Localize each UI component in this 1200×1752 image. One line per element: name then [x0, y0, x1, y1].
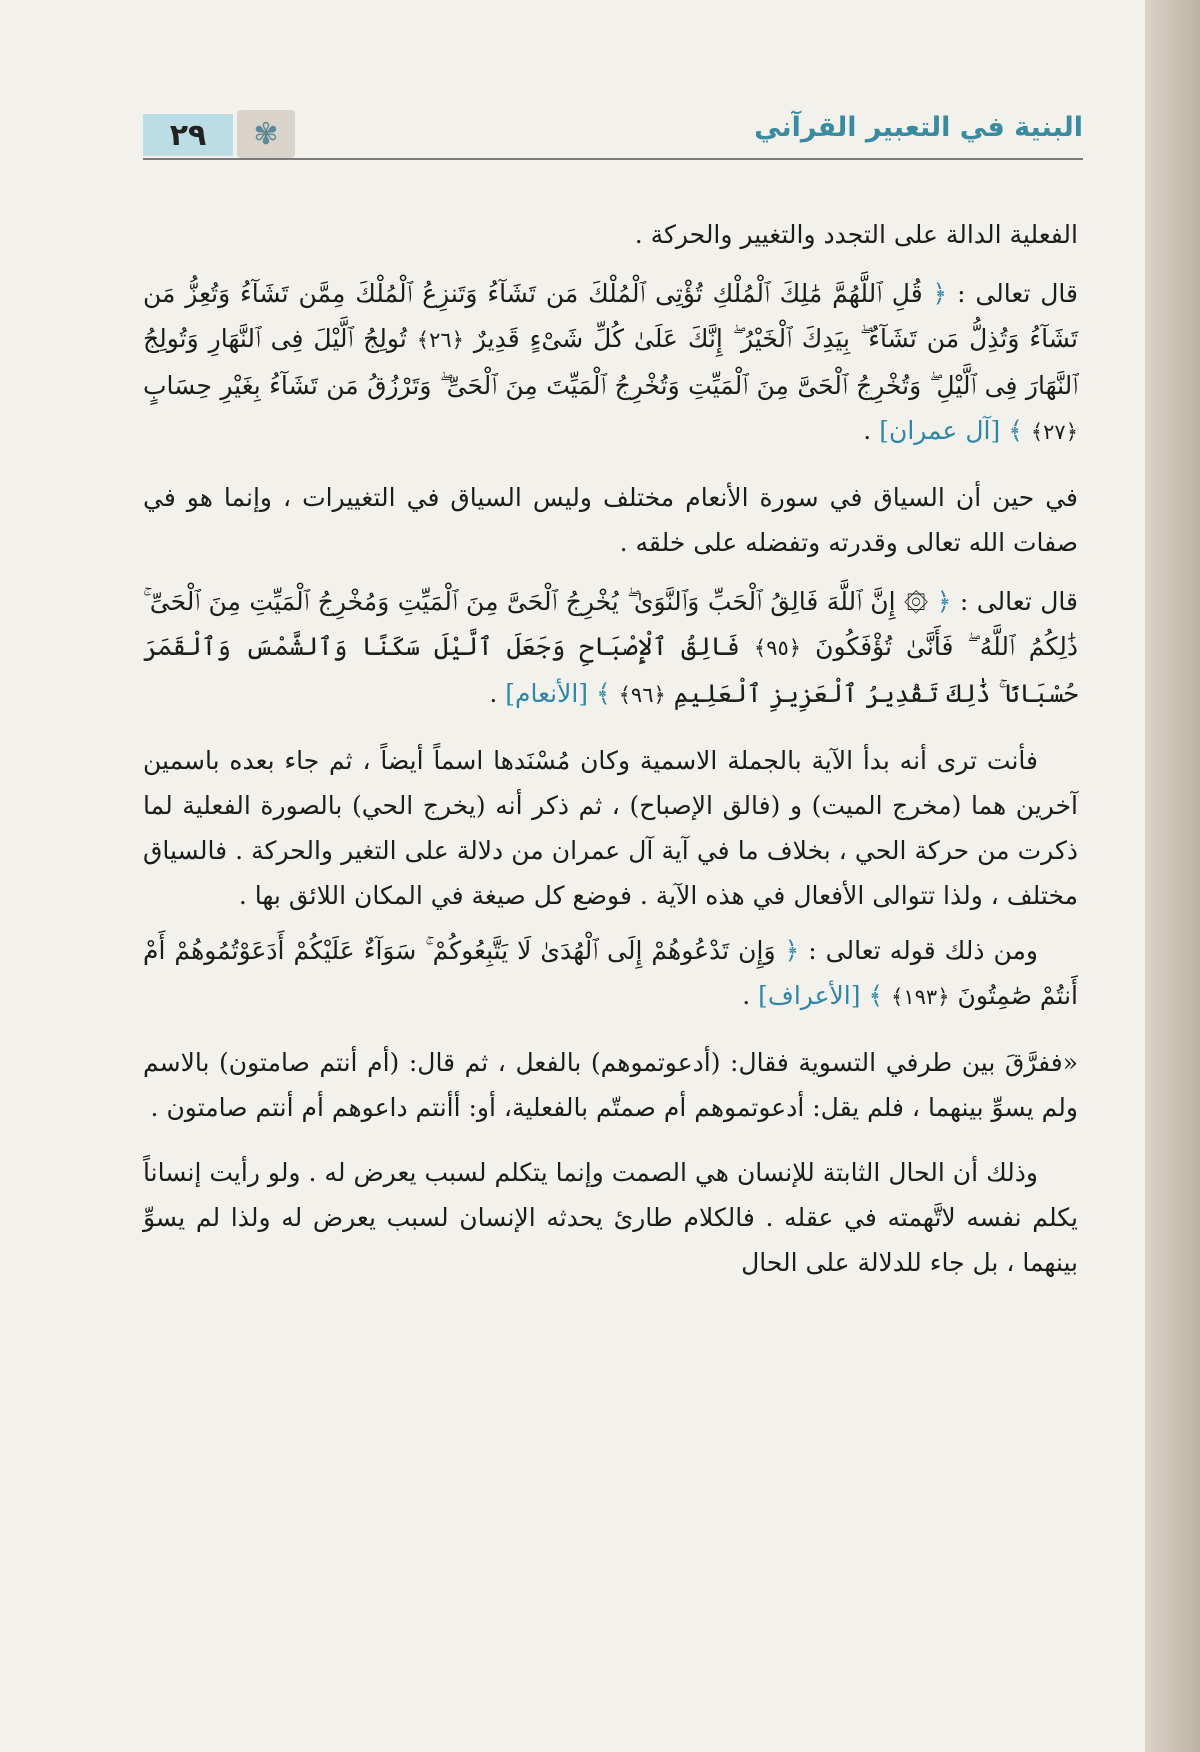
quote-end: . [863, 416, 880, 445]
paragraph-2: في حين أن السياق في سورة الأنعام مختلف وليس السياق في التغييرات ، وإنما هو في صفات الله تعالى وقدرته وتفضله على خلقه . [143, 483, 1078, 557]
surah-reference: [الأعراف] [758, 981, 861, 1010]
paragraph-5: وذلك أن الحال الثابتة للإنسان هي الصمت وإنما يتكلم لسبب يعرض له . ولو رأيت إنساناً يكلم نفسه لاتَّهمته في عقله . فالكلام طارئ يحدثه الإنسان لسبب يعرض له ولذا لم يسوِّ بينهما ، بل جاء للدلالة على الحال [143, 1158, 1078, 1277]
page-number: ٢٩ [143, 114, 233, 156]
quote-end: . [489, 679, 506, 708]
page-header [143, 110, 1083, 160]
ayah-number: ﴿١٩٣﴾ [891, 985, 950, 1009]
surah-reference: [الأنعام] [505, 679, 589, 708]
ayah-text: ۞ إِنَّ ٱللَّهَ فَالِقُ ٱلْحَبِّ وَٱلنَّوَىٰ ۖ يُخْرِجُ ٱلْحَىَّ مِنَ ٱلْمَيِّتِ وَمُخْرِجُ ٱلْمَيِّتِ مِنَ ٱلْحَىِّ ۚ ذَٰلِكُمُ ٱللَّهُ ۖ فَأَنَّىٰ تُؤْفَكُونَ [143, 587, 1078, 661]
quote-intro: ومن ذلك قوله تعالى : [808, 936, 1038, 965]
ayah-text: وَإِن تَدْعُوهُمْ إِلَى ٱلْهُدَىٰ لَا يَتَّبِعُوكُمْ ۚ سَوَآءٌ عَلَيْكُمْ أَدَعَوْتُمُوهُمْ أَمْ أَنتُمْ صَٰمِتُونَ [143, 936, 1078, 1010]
paragraph-3: فأنت ترى أنه بدأ الآية بالجملة الاسمية وكان مُسْنَدها اسماً أيضاً ، ثم جاء بعده باسمين آخرين هما (مخرج الميت) و (فالق الإصباح) ، ثم ذكر أنه (يخرج الحي) بالصورة الفعلية لما ذكرت من حركة الحي ، بخلاف ما في آية آل عمران من دلالة على التغير والحركة . فالسياق مختلف ، ولذا تتوالى الأفعال في هذه الآية . فوضع كل صيغة في المكان اللائق بها . [143, 746, 1078, 910]
ayah-text: تُولِجُ ٱلَّيْلَ فِى ٱلنَّهَارِ وَتُولِجُ ٱلنَّهَارَ فِى ٱلَّيْلِ ۖ وَتُخْرِجُ ٱلْحَىَّ مِنَ ٱلْمَيِّتِ وَتُخْرِجُ ٱلْمَيِّتَ مِنَ ٱلْحَىِّ ۖ وَتَرْزُقُ مَن تَشَآءُ بِغَيْرِ حِسَابٍ [143, 324, 1078, 400]
paragraph-4: «ففرَّقَ بين طرفي التسوية فقال: (أدعوتموهم) بالفعل ، ثم قال: (أم أنتم صامتون) بالاسم ولم يسوِّ بينهما ، فلم يقل: أدعوتموهم أم صمتّم بالفعلية، أو: أأنتم داعوهم أم أنتم صامتون . [143, 1048, 1078, 1122]
ornate-bracket-open: ﴿ [784, 936, 800, 965]
quran-quote-araf [143, 928, 1078, 1020]
ayah-text: فَالِقُ ٱلْإِصْبَاحِ وَجَعَلَ ٱلَّيْلَ سَكَنًا وَٱلشَّمْسَ وَٱلْقَمَرَ حُسْبَانًا ۚ ذَٰلِكَ تَقْدِيرُ ٱلْعَزِيزِ ٱلْعَلِيمِ [143, 632, 1078, 708]
quran-quote-anam [143, 579, 1078, 718]
ayah-text: قُلِ ٱللَّهُمَّ مَٰلِكَ ٱلْمُلْكِ تُؤْتِى ٱلْمُلْكَ مَن تَشَآءُ وَتَنزِعُ ٱلْمُلْكَ مِمَّن تَشَآءُ وَتُعِزُّ مَن تَشَآءُ وَتُذِلُّ مَن تَشَآءُ ۖ بِيَدِكَ ٱلْخَيْرُ ۖ إِنَّكَ عَلَىٰ كُلِّ شَىْءٍ قَدِيرٌ [143, 279, 1079, 353]
ornate-bracket-close: ﴾ [868, 981, 884, 1010]
ayah-number: ﴿٩٦﴾ [618, 683, 666, 707]
surah-reference: [آل عمران] [879, 416, 1001, 445]
ornate-bracket-open: ﴿ [936, 587, 952, 616]
paragraph-1: الفعلية الدالة على التجدد والتغيير والحركة . [634, 220, 1078, 249]
ornate-bracket-close: ﴾ [1008, 416, 1023, 445]
book-title: البنية في التعبير القرآني [754, 112, 1083, 143]
quran-quote-aal-imran [143, 271, 1078, 455]
ornate-bracket-close: ﴾ [596, 679, 611, 708]
ornament-icon: ✾ [237, 110, 295, 158]
ayah-number: ﴿٢٧﴾ [1030, 420, 1078, 444]
header-divider [143, 158, 1083, 160]
quote-intro: قال تعالى : [957, 279, 1079, 308]
page-edge [1145, 0, 1200, 1752]
ayah-number: ﴿٩٥﴾ [753, 636, 802, 660]
ornate-bracket-open: ﴿ [932, 279, 948, 308]
quote-intro: قال تعالى : [959, 587, 1078, 616]
ayah-number: ﴿٢٦﴾ [416, 328, 464, 352]
quote-end: . [742, 981, 759, 1010]
page-body [143, 212, 1078, 1285]
